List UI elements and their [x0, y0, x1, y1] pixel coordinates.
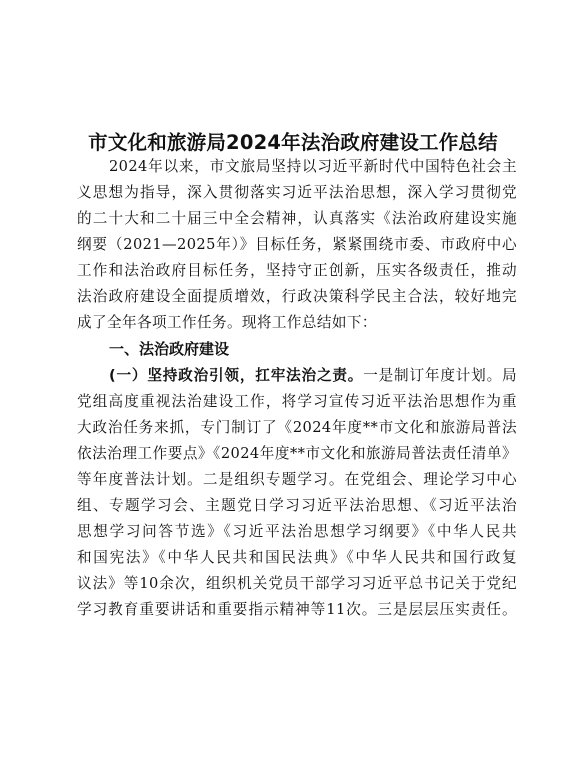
intro-line: 义思想为指导，深入贯彻落实习近平法治思想，深入学习贯彻党	[77, 184, 517, 201]
document-title: 市文化和旅游局2024年法治政府建设工作总结	[88, 131, 498, 154]
intro-line: 纲要（2021—2025年）》目标任务，紧紧围绕市委、市政府中心	[77, 236, 517, 253]
subsection-heading: (一）坚持政治引领，扛牢法治之责。	[109, 367, 364, 384]
intro-line: 的二十大和二十届三中全会精神，认真落实《法治政府建设实施	[77, 210, 517, 227]
section-heading: 一、法治政府建设	[109, 340, 230, 358]
subsection-first-line	[109, 364, 517, 388]
intro-line: 成了全年各项工作任务。现将工作总结如下：	[77, 314, 377, 331]
body-line: 和国宪法》《中华人民共和国民法典》《中华人民共和国行政复	[77, 549, 517, 566]
body-line: 大政治任务来抓，专门制订了《2024年度**市文化和旅游局普法	[77, 419, 517, 436]
body-line: 学习教育重要讲话和重要指示精神等11次。三是层层压实责任。	[77, 601, 517, 618]
body-line: 等年度普法计划。二是组织专题学习。在党组会、理论学习中心	[77, 471, 517, 488]
intro-line: 法治政府建设全面提质增效，行政决策科学民主合法，较好地完	[77, 288, 517, 305]
intro-line: 2024年以来，市文旅局坚持以习近平新时代中国特色社会主	[109, 158, 517, 175]
body-line: 依法治理工作要点》《2024年度**市文化和旅游局普法责任清单》	[77, 445, 517, 462]
body-line: 组、专题学习会、主题党日学习习近平法治思想、《习近平法治	[77, 497, 517, 514]
body-line: 思想学习问答节选》《习近平法治思想学习纲要》《中华人民共	[77, 523, 517, 540]
body-line: 议法》等10余次，组织机关党员干部学习习近平总书记关于党纪	[77, 575, 517, 592]
intro-line: 工作和法治政府目标任务，坚持守正创新，压实各级责任，推动	[77, 262, 517, 279]
subsection-text: 一是制订年度计划。局	[363, 367, 517, 384]
body-line: 党组高度重视法治建设工作，将学习宣传习近平法治思想作为重	[77, 393, 517, 410]
